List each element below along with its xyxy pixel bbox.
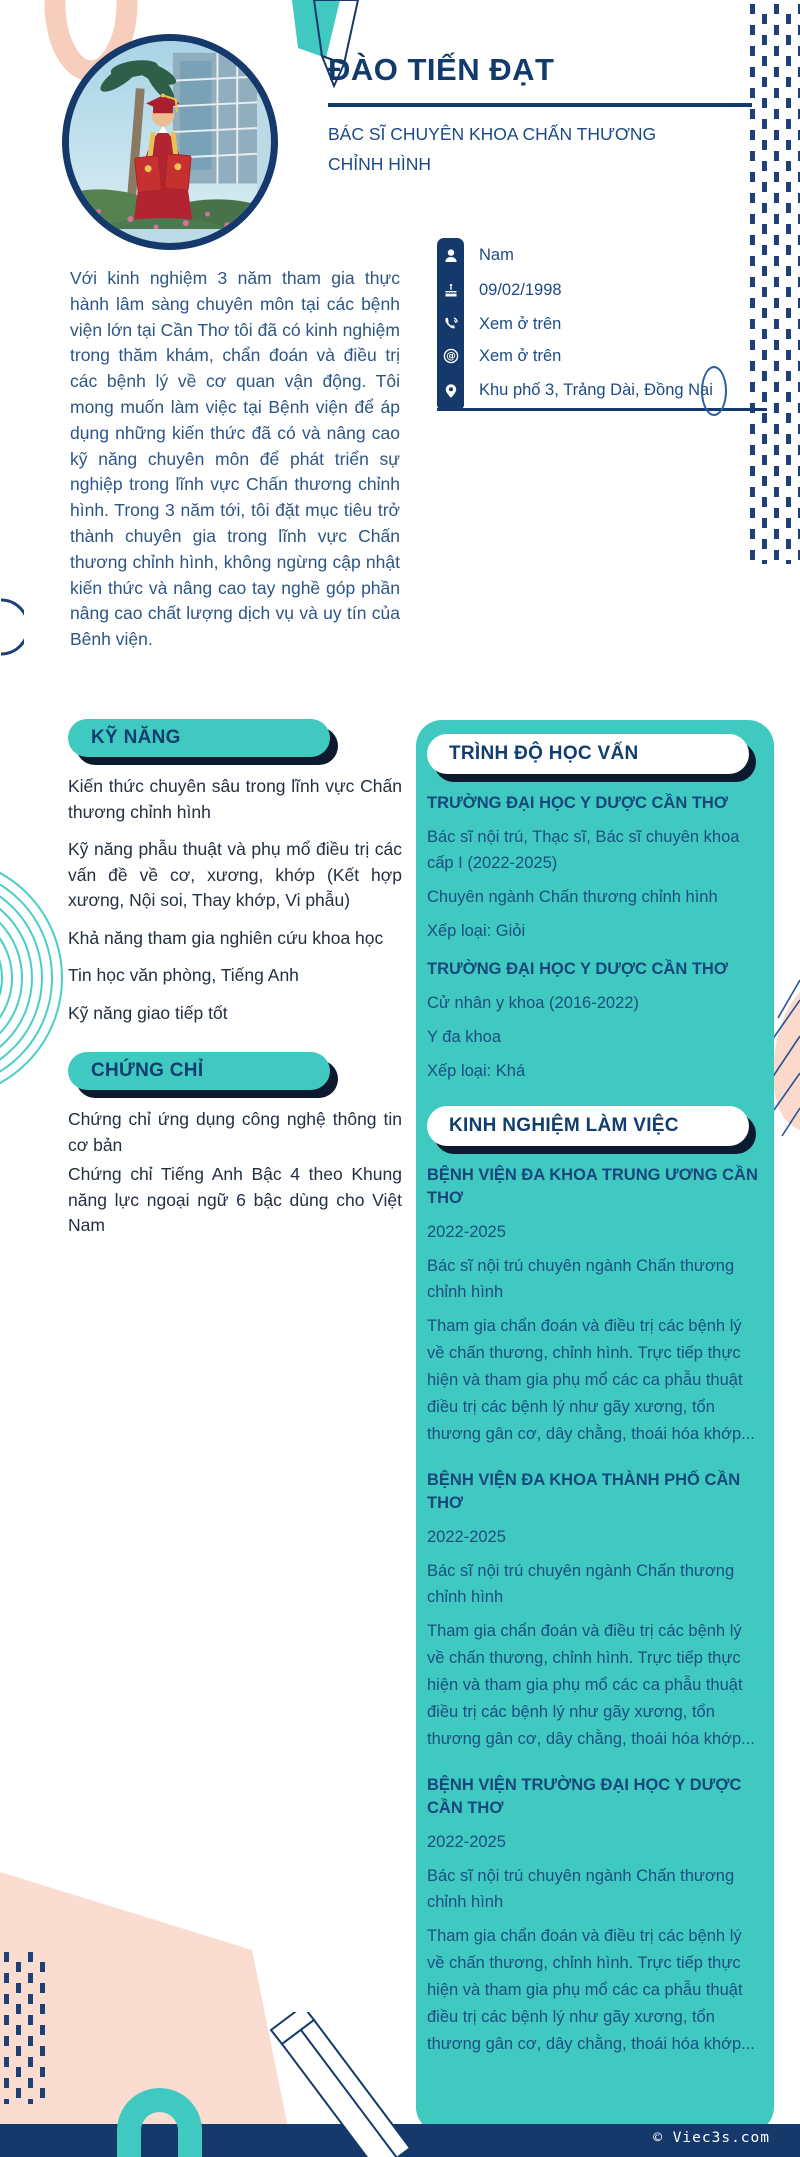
skill-item: Kỹ năng phẫu thuật và phụ mổ điều trị các vấn đề về cơ, xương, khớp (Kết hợp xương, Nội soi, Thay khớp, Vi phẫu)	[68, 839, 402, 910]
contact-row-birthday	[437, 273, 767, 308]
job-description: Tham gia chẩn đoán và điều trị các bệnh lý về chấn thương, chỉnh hình. Trực tiếp thực hiện và tham gia phụ mổ các ca phẫu thuật điều trị các bệnh lý như gãy xương, tổn thương gân cơ, dây chằng, thoái hóa khớp...	[427, 1927, 755, 2053]
skills-list	[68, 774, 402, 1026]
contact-row-gender	[437, 238, 767, 273]
education-heading: TRÌNH ĐỘ HỌC VẤN	[427, 734, 749, 774]
skill-item: Kiến thức chuyên sâu trong lĩnh vực Chấn thương chỉnh hình	[68, 776, 402, 822]
skill-item: Kỹ năng giao tiếp tốt	[68, 1002, 228, 1023]
right-panel	[416, 720, 774, 2133]
certificates-heading: CHỨNG CHỈ	[68, 1052, 330, 1090]
arc-bracket-decoration	[0, 596, 24, 660]
grade-line: Xếp loại: Giỏi	[427, 922, 526, 940]
dots-pattern-bottom-left	[4, 1952, 50, 2104]
experience-entry	[427, 1164, 762, 1448]
address-ellipse-decoration	[701, 366, 727, 416]
company-name: BỆNH VIỆN ĐA KHOA TRUNG ƯƠNG CẦN THƠ	[427, 1166, 758, 1207]
pink-leaf-decoration	[770, 978, 800, 1138]
phone-icon	[437, 316, 464, 332]
name-underline	[328, 103, 752, 107]
person-icon	[437, 248, 464, 264]
role-line: Bác sĩ nội trú chuyên ngành Chấn thương chỉnh hình	[427, 1562, 735, 1606]
skill-item: Khả năng tham gia nghiên cứu khoa học	[68, 927, 384, 948]
birthday-icon	[437, 283, 464, 299]
period-line: 2022-2025	[427, 1528, 506, 1546]
email-value: Xem ở trên	[479, 346, 562, 365]
company-name: BỆNH VIỆN ĐA KHOA THÀNH PHỐ CẦN THƠ	[427, 1471, 741, 1512]
education-entry	[427, 958, 762, 1084]
certificate-item: Chứng chỉ Tiếng Anh Bậc 4 theo Khung năng lực ngoại ngữ 6 bậc dùng cho Việt Nam	[68, 1164, 402, 1235]
credit-text: © Viec3s.com	[653, 2130, 770, 2146]
company-name: BỆNH VIỆN TRƯỜNG ĐẠI HỌC Y DƯỢC CẦN THƠ	[427, 1776, 742, 1817]
job-description: Tham gia chẩn đoán và điều trị các bệnh lý về chấn thương, chỉnh hình. Trực tiếp thực hiện và tham gia phụ mổ các ca phẫu thuật điều trị các bệnh lý như gãy xương, tổn thương gân cơ, dây chằng, thoái hóa khớp...	[427, 1622, 755, 1748]
concentric-arcs-decoration	[0, 858, 64, 1098]
major-line: Chuyên ngành Chấn thương chỉnh hình	[427, 888, 718, 906]
skill-item: Tin học văn phòng, Tiếng Anh	[68, 965, 299, 985]
email-icon	[437, 348, 464, 364]
school-name: TRƯỜNG ĐẠI HỌC Y DƯỢC CẦN THƠ	[427, 794, 728, 812]
prism-decoration	[268, 2012, 428, 2157]
address-value: Khu phố 3, Trảng Dài, Đồng Nai	[479, 381, 713, 399]
period-line: 2022-2025	[427, 1223, 506, 1241]
certificates-list	[68, 1107, 402, 1239]
period-line: 2022-2025	[427, 1833, 506, 1851]
major-line: Y đa khoa	[427, 1028, 502, 1046]
profile-photo	[62, 34, 278, 250]
skills-heading: KỸ NĂNG	[68, 719, 330, 757]
left-column	[68, 719, 402, 1243]
experience-entry	[427, 1469, 762, 1753]
gender-value: Nam	[479, 246, 514, 264]
birthday-value: 09/02/1998	[479, 281, 562, 299]
grade-line: Xếp loại: Khá	[427, 1062, 526, 1080]
degree-line: Bác sĩ nội trú, Thạc sĩ, Bác sĩ chuyên khoa cấp I (2022-2025)	[427, 828, 740, 872]
certificate-item: Chứng chỉ ứng dụng công nghệ thông tin cơ bản	[68, 1109, 402, 1155]
svg-text:@: @	[445, 351, 456, 363]
candidate-name: ĐÀO TIẾN ĐẠT	[328, 52, 555, 87]
role-line: Bác sĩ nội trú chuyên ngành Chấn thương chỉnh hình	[427, 1257, 735, 1301]
location-icon	[437, 383, 464, 399]
job-description: Tham gia chẩn đoán và điều trị các bệnh lý về chấn thương, chỉnh hình. Trực tiếp thực hiện và tham gia phụ mổ các ca phẫu thuật điều trị các bệnh lý như gãy xương, tổn thương gân cơ, dây chằng, thoái hóa khớp...	[427, 1317, 755, 1443]
summary-paragraph: Với kinh nghiệm 3 năm tham gia thực hành lâm sàng chuyên môn tại các bệnh viện lớn tại Cần Thơ tôi đã có kinh nghiệm trong thăm khám, chẩn đoán và điều trị các bệnh lý về cơ quan vận động. Tôi mong muốn làm việc tại Bệnh viện để áp dụng những kiến thức đã có và nâng cao kỹ năng chuyên môn để phát triển sự nghiệp trong lĩnh vực Chấn thương chỉnh hình. Trong 3 năm tới, tôi đặt mục tiêu trở thành chuyên gia trong lĩnh vực Chấn thương chỉnh hình, không ngừng cập nhật kiến thức và nâng cao tay nghề góp phần nâng cao chất lượng dịch vụ và uy tín của Bênh viện.	[70, 268, 400, 650]
education-entry	[427, 792, 762, 944]
experience-heading: KINH NGHIỆM LÀM VIỆC	[427, 1106, 749, 1146]
phone-value: Xem ở trên	[479, 314, 562, 333]
candidate-job-title: BÁC SĨ CHUYÊN KHOA CHẤN THƯƠNG CHỈNH HÌNH	[328, 124, 657, 174]
role-line: Bác sĩ nội trú chuyên ngành Chấn thương chỉnh hình	[427, 1867, 735, 1911]
contact-row-phone	[437, 308, 767, 340]
school-name: TRƯỜNG ĐẠI HỌC Y DƯỢC CẦN THƠ	[427, 960, 728, 978]
degree-line: Cử nhân y khoa (2016-2022)	[427, 994, 639, 1012]
experience-entry	[427, 1774, 762, 2058]
